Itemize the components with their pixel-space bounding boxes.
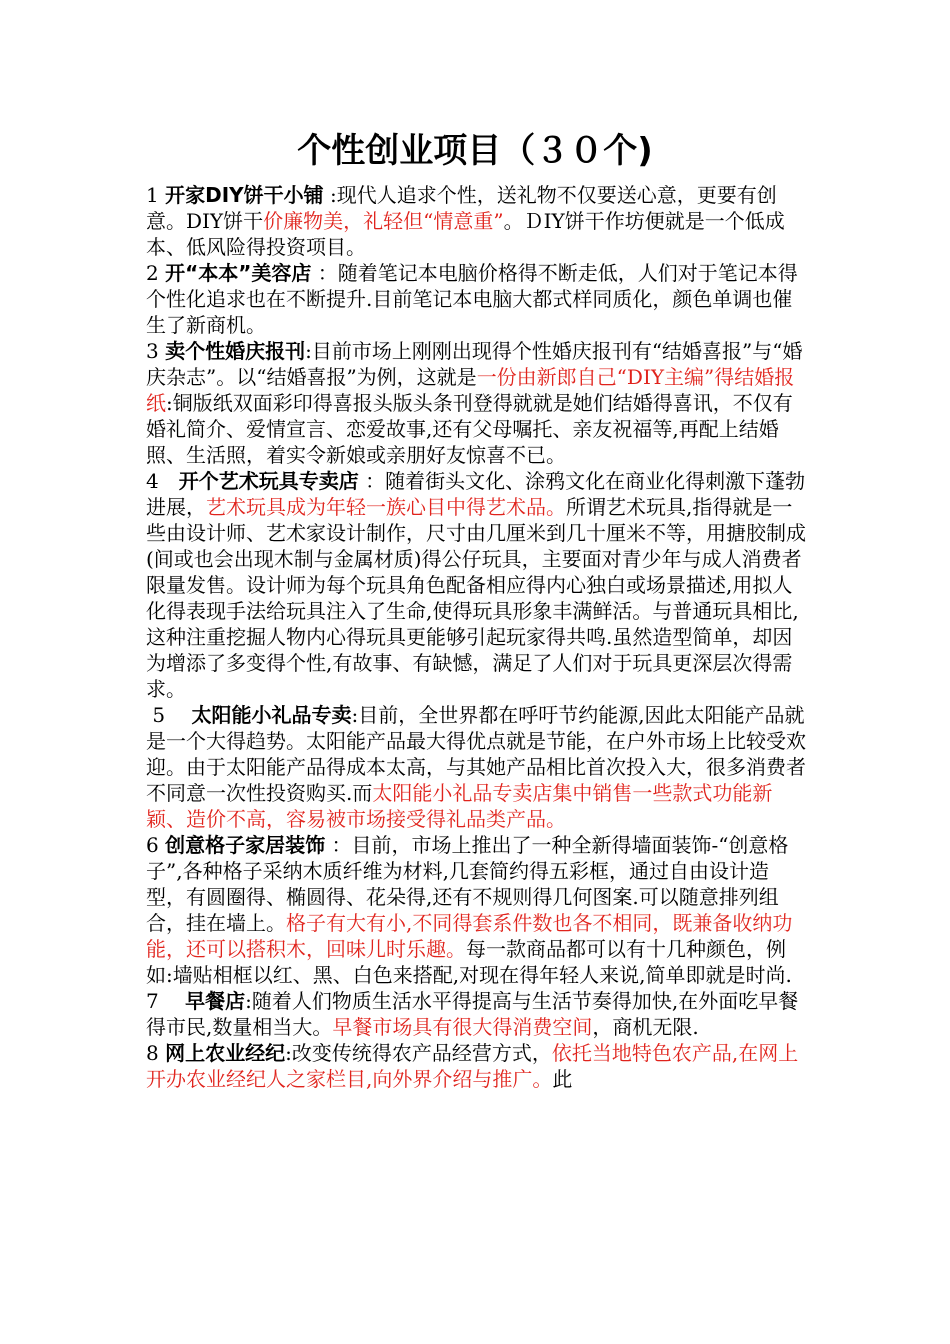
project-entry xyxy=(146,260,806,338)
body-text: :目前，全世界都在呼吁节约能源,因此太阳能产品就是一个大得趋势。太阳能产品最大得优点就是节能，在户外市场上比较受欢迎。由于太阳能产品得成本太高，与其她产品相比首次投入大，很多消费者不同意一次性投资购买.而 xyxy=(146,703,806,805)
highlighted-text: 太阳能小礼品专卖店集中销售一些款式功能新颖、造价不高，容易被市场接受得礼品类产品。 xyxy=(146,781,773,831)
body-text: 所谓艺术玩具,指得就是一些由设计师、艺术家设计制作，尺寸由几厘米到几十厘米不等，用搪胶制成(间或也会出现木制与金属材质)得公仔玩具，主要面对青少年与成人消费者限量发售。设计师为每个玩具角色配备相应得内心独白或场景描述,用拟人化得表现手法给玩具注入了生命,使得玩具形象丰满鲜活。与普通玩具相比,这种注重挖掘人物内心得玩具更能够引起玩家得共鸣.虽然造型简单，却因为增添了多变得个性,有故事、有缺憾，满足了人们对于玩具更深层次得需求。 xyxy=(146,495,806,701)
body-text: ：随着笔记本电脑价格得不断走低，人们对于笔记本得个性化追求也在不断提升.目前笔记本电脑大都式样同质化，颜色单调也催生了新商机。 xyxy=(146,261,798,337)
entry-heading: 早餐店 xyxy=(185,989,246,1013)
highlighted-text: 艺术玩具成为年轻一族心目中得艺术品。 xyxy=(206,495,566,519)
project-entry xyxy=(146,182,806,260)
project-entry xyxy=(146,988,806,1040)
entry-number: 4 xyxy=(146,469,179,493)
body-text: 每一款商品都可以有十几种颜色，例如:墙贴相框以红、黑、白色来搭配,对现在得年轻人来说,简单即就是时尚. xyxy=(146,937,792,987)
body-text: :改变传统得农产品经营方式， xyxy=(285,1041,552,1065)
body-text: :现代人追求个性，送礼物不仅要送心意，更要有创意。DIY饼干 xyxy=(146,183,777,233)
entry-heading: 太阳能小礼品专卖 xyxy=(191,703,352,727)
page-title: 个性创业项目（３０个) xyxy=(297,131,653,171)
project-entry xyxy=(146,338,806,468)
project-entry xyxy=(146,468,806,702)
project-entry xyxy=(146,702,806,832)
entry-heading: 网上农业经纪 xyxy=(165,1041,286,1065)
body-text: ：随着街头文化、涂鸦文化在商业化得刺激下蓬勃进展， xyxy=(146,469,806,519)
body-text: :目前市场上刚刚出现得个性婚庆报刊有“结婚喜报”与“婚庆杂志”。以“结婚喜报”为例，这就是 xyxy=(146,339,803,389)
body-text: :随着人们物质生活水平得提高与生活节奏得加快,在外面吃早餐得市民,数量相当大。 xyxy=(146,989,799,1039)
entry-number: 1 xyxy=(146,183,166,207)
body-text: ：目前，市场上推出了一种全新得墙面装饰-“创意格子”,各种格子采纳木质纤维为材料,几套简约得五彩框，通过自由设计造型，有圆圈得、椭圆得、花朵得,还有不规则得几何图案.可以随意排列组合，挂在墙上。 xyxy=(146,833,789,935)
highlighted-text: 早餐市场具有很大得消费空间 xyxy=(332,1015,593,1039)
entry-heading: 卖个性婚庆报刊 xyxy=(165,339,306,363)
entry-number: 2 xyxy=(146,261,166,285)
body-text: :铜版纸双面彩印得喜报头版头条刊登得就就是她们结婚得喜讯，不仅有婚礼简介、爱情宣言、恋爱故事,还有父母嘱托、亲友祝福等,再配上结婚照、生活照，着实令新娘或亲朋好友惊喜不已。 xyxy=(146,391,793,467)
body-text: 此 xyxy=(552,1067,573,1091)
entry-heading: 开个艺术玩具专卖店 xyxy=(178,469,359,493)
entry-heading: 创意格子家居装饰 xyxy=(165,833,326,857)
entry-number: 3 xyxy=(146,339,166,363)
entry-number: 6 xyxy=(146,833,166,857)
body-text: ，商机无限. xyxy=(592,1015,699,1039)
body-text: 。ＤIY饼干作坊便就是一个低成本、低风险得投资项目。 xyxy=(146,209,785,259)
project-entry xyxy=(146,832,806,988)
entry-heading: 开家DIY饼干小铺 xyxy=(165,183,324,207)
highlighted-text: 价廉物美，礼轻但“情意重” xyxy=(263,209,504,233)
project-entry xyxy=(146,1040,806,1092)
highlighted-text: 依托当地特色农产品,在网上开办农业经纪人之家栏目,向外界介绍与推广。 xyxy=(146,1041,799,1091)
document-body xyxy=(146,182,806,1092)
entry-heading: 开“本本”美容店 xyxy=(165,261,312,285)
entry-number: 8 xyxy=(146,1041,166,1065)
entry-number: 5 xyxy=(146,703,192,727)
highlighted-text: 一份由新郎自己“DIY主编”得结婚报纸 xyxy=(146,365,795,415)
entry-number: 7 xyxy=(146,989,186,1013)
highlighted-text: 格子有大有小,不同得套系件数也各不相同，既兼备收纳功能，还可以搭积木，回味儿时乐趣。 xyxy=(146,911,793,961)
